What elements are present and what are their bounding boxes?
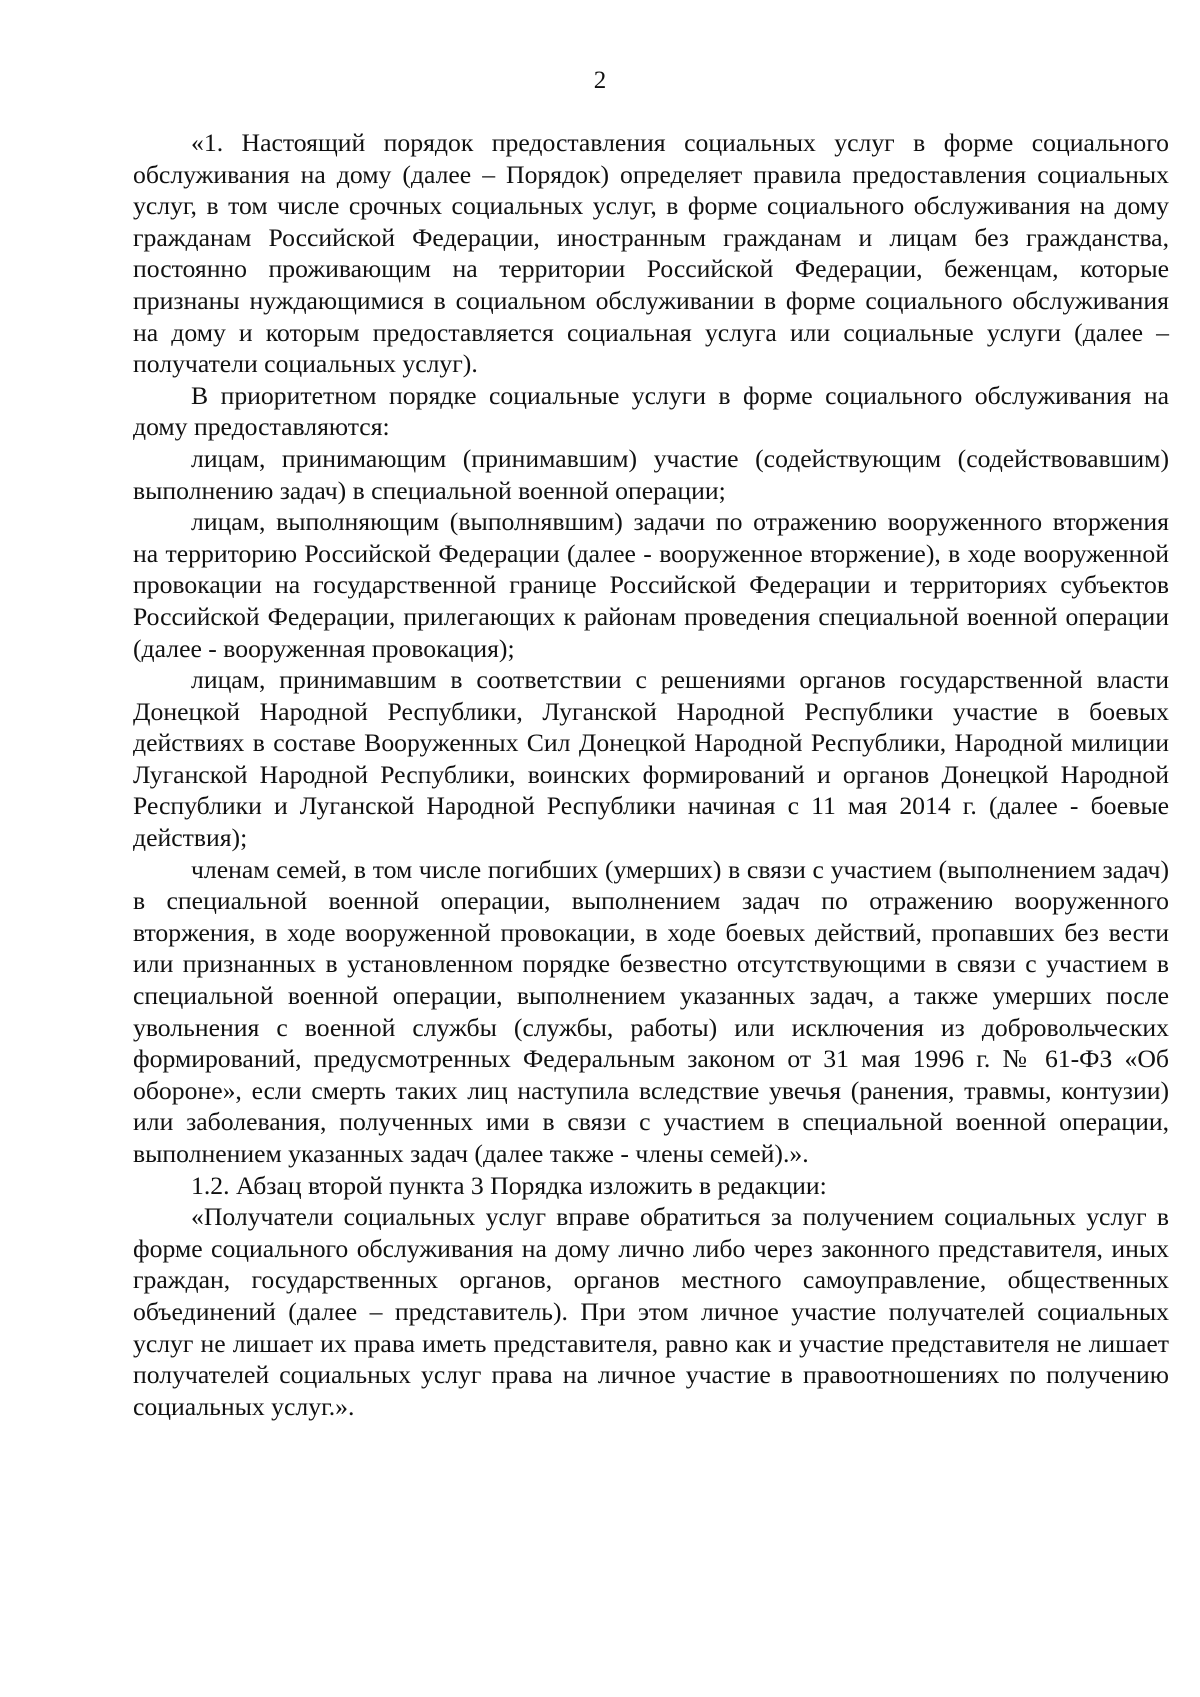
paragraph-4: лицам, выполняющим (выполнявшим) задачи по отражению вооруженного вторжения на территорию Российской Федерации (далее - вооруженное вторжение), в ходе вооруженной провокации на государственной границе Российской Федерации и территориях субъектов Российской Федерации, прилегающих к районам проведения специальной военной операции (далее - вооруженная провокация); [133, 507, 1169, 663]
paragraph-2: В приоритетном порядке социальные услуги в форме социального обслуживания на дому предоставляются: [133, 380, 1169, 442]
paragraph-1: «1. Настоящий порядок предоставления социальных услуг в форме социального обслуживания на дому (далее – Порядок) определяет правила предоставления социальных услуг, в том числе срочных социальных услуг, в форме социального обслуживания на дому гражданам Российской Федерации, иностранным гражданам и лицам без гражданства, постоянно проживающим на территории Российской Федерации, беженцам, которые признаны нуждающимися в социальном обслуживании в форме социального обслуживания на дому и которым предоставляется социальная услуга или социальные услуги (далее – получатели социальных услуг). [133, 128, 1169, 379]
paragraph-6: членам семей, в том числе погибших (умерших) в связи с участием (выполнением задач) в специальной военной операции, выполнением задач по отражению вооруженного вторжения, в ходе вооруженной провокации, в ходе боевых действий, пропавших без вести или признанных в установленном порядке безвестно отсутствующими в связи с участием в специальной военной операции, выполнением указанных задач, а также умерших после увольнения с военной службы (службы, работы) или исключения из добровольческих формирований, предусмотренных Федеральным законом от 31 мая 1996 г. № 61-ФЗ «Об обороне», если смерть таких лиц наступила вследствие увечья (ранения, травмы, контузии) или заболевания, полученных ими в связи с участием в специальной военной операции, выполнением указанных задач (далее также - члены семей).». [133, 854, 1169, 1168]
paragraph-7: 1.2. Абзац второй пункта 3 Порядка изложить в редакции: [191, 1170, 827, 1200]
paragraph-3: лицам, принимающим (принимавшим) участие (содействующим (содействовавшим) выполнению задач) в специальной военной операции; [133, 443, 1169, 505]
page-number: 2 [593, 67, 607, 94]
paragraph-8: «Получатели социальных услуг вправе обратиться за получением социальных услуг в форме социального обслуживания на дому лично либо через законного представителя, иных граждан, государственных органов, органов местного самоуправление, общественных объединений (далее – представитель). При этом личное участие получателей социальных услуг не лишает их права иметь представителя, равно как и участие представителя не лишает получателей социальных услуг права на личное участие в правоотношениях по получению социальных услуг.». [133, 1202, 1169, 1421]
document-body [133, 127, 1169, 1422]
paragraph-5: лицам, принимавшим в соответствии с решениями органов государственной власти Донецкой Народной Республики, Луганской Народной Республики участие в боевых действиях в составе Вооруженных Сил Донецкой Народной Республики, Народной милиции Луганской Народной Республики, воинских формирований и органов Донецкой Народной Республики и Луганской Народной Республики начиная с 11 мая 2014 г. (далее - боевые действия); [133, 665, 1169, 853]
